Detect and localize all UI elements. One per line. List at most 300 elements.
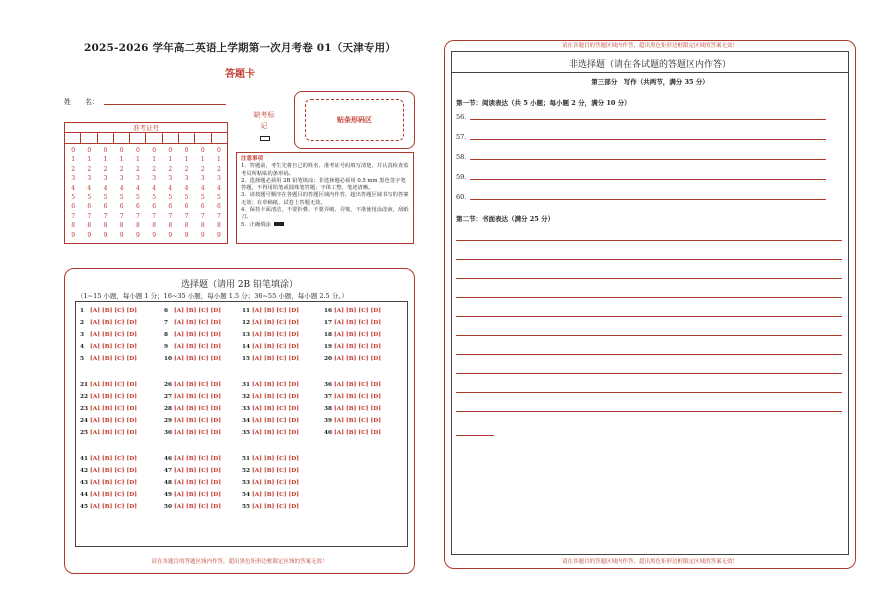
- question-number: 52: [242, 468, 251, 474]
- exam-id-digit[interactable]: 1: [152, 156, 157, 164]
- heading-divider: [452, 72, 848, 73]
- answer-options[interactable]: [A] [B] [C] [D]: [252, 504, 300, 510]
- mc-question[interactable]: [164, 382, 221, 389]
- non-choice-section: [444, 40, 856, 569]
- answer-sheet-subtitle: 答题卡: [225, 69, 255, 80]
- exam-id-digit[interactable]: 9: [152, 231, 157, 239]
- mc-question[interactable]: [242, 394, 299, 401]
- exam-id-digit[interactable]: 0: [87, 147, 92, 154]
- exam-id-digit[interactable]: 8: [152, 222, 157, 230]
- writing-end-line[interactable]: [456, 435, 494, 436]
- writing-line[interactable]: [456, 354, 842, 355]
- question-number: 5: [80, 356, 85, 362]
- exam-id-digit[interactable]: 6: [71, 203, 76, 211]
- exam-id-digit[interactable]: 6: [87, 203, 92, 211]
- exam-id-digit[interactable]: 1: [71, 156, 76, 164]
- mc-question[interactable]: [80, 430, 137, 437]
- question-number: 26: [164, 382, 173, 388]
- question-number: 38: [324, 406, 333, 412]
- question-number: 35: [242, 430, 251, 436]
- name-input-line[interactable]: [104, 104, 226, 105]
- answer-number: 60．: [456, 193, 471, 201]
- mc-question[interactable]: [242, 320, 299, 327]
- answer-options[interactable]: [A] [B] [C] [D]: [334, 406, 382, 412]
- mc-answer-area: [75, 301, 408, 547]
- mc-question[interactable]: [80, 382, 137, 389]
- answer-options[interactable]: [A] [B] [C] [D]: [174, 480, 222, 486]
- exam-id-digit[interactable]: 7: [87, 212, 92, 220]
- answer-number: 58．: [456, 153, 471, 161]
- exam-id-digit[interactable]: 5: [119, 194, 124, 202]
- exam-id-digit[interactable]: 8: [103, 222, 108, 230]
- mc-question[interactable]: [80, 308, 137, 315]
- exam-id-digit[interactable]: 4: [87, 184, 92, 192]
- answer-options[interactable]: [A] [B] [C] [D]: [174, 344, 222, 350]
- exam-id-digit[interactable]: 2: [152, 165, 157, 173]
- exam-id-digit[interactable]: 3: [200, 175, 205, 183]
- mc-question[interactable]: [242, 344, 299, 351]
- exam-id-digit[interactable]: 5: [87, 194, 92, 202]
- writing-line[interactable]: [456, 240, 842, 241]
- exam-id-digit[interactable]: 6: [103, 203, 108, 211]
- answer-options[interactable]: [A] [B] [C] [D]: [252, 406, 300, 412]
- mc-question[interactable]: [242, 382, 299, 389]
- answer-options[interactable]: [A] [B] [C] [D]: [252, 320, 300, 326]
- mc-question[interactable]: [80, 332, 137, 339]
- exam-id-digit[interactable]: 0: [136, 147, 140, 154]
- exam-id-digit[interactable]: 6: [152, 203, 157, 211]
- question-number: 50: [164, 504, 173, 510]
- answer-line[interactable]: [470, 199, 826, 200]
- exam-id-digit[interactable]: 8: [184, 222, 189, 230]
- answer-options[interactable]: [A] [B] [C] [D]: [174, 456, 222, 462]
- question-number: 48: [164, 480, 173, 486]
- exam-id-label: 准考证号: [65, 123, 227, 133]
- question-number: 20: [324, 356, 333, 362]
- answer-options[interactable]: [A] [B] [C] [D]: [252, 456, 300, 462]
- mc-question[interactable]: [80, 406, 137, 413]
- answer-options[interactable]: [A] [B] [C] [D]: [90, 456, 138, 462]
- question-number: 25: [80, 430, 89, 436]
- exam-id-digit[interactable]: 9: [168, 231, 173, 239]
- mc-question[interactable]: [242, 356, 299, 363]
- note-item: 2．选择题必须用 2B 铅笔填涂；非选择题必须用 0.5 mm 黑色签字笔答题，不得用铅笔或圆珠笔答题；字体工整、笔迹清晰。: [241, 177, 406, 192]
- answer-line[interactable]: [470, 179, 826, 180]
- writing-line[interactable]: [456, 278, 842, 279]
- exam-id-digit[interactable]: 9: [103, 231, 108, 239]
- mc-question[interactable]: [164, 456, 221, 463]
- exam-id-column[interactable]: [146, 146, 162, 240]
- question-number: 47: [164, 468, 173, 474]
- writing-line[interactable]: [456, 335, 842, 336]
- exam-id-digit[interactable]: 8: [71, 222, 76, 230]
- mc-question[interactable]: [164, 406, 221, 413]
- exam-id-digit[interactable]: 7: [136, 212, 140, 220]
- section1-title: 第一节：阅读表达（共 5 小题；每小题 2 分，满分 10 分）: [456, 99, 631, 107]
- answer-number: 56．: [456, 113, 471, 121]
- answer-options[interactable]: [A] [B] [C] [D]: [90, 394, 138, 400]
- exam-id-digit[interactable]: 9: [184, 231, 189, 239]
- answer-options[interactable]: [A] [B] [C] [D]: [252, 356, 300, 362]
- answer-options[interactable]: [A] [B] [C] [D]: [334, 356, 382, 362]
- mc-question[interactable]: [164, 418, 221, 425]
- non-choice-heading: 非选择题（请在各试题的答题区内作答）: [568, 60, 731, 70]
- answer-options[interactable]: [A] [B] [C] [D]: [90, 382, 138, 388]
- exam-id-digit[interactable]: 8: [119, 222, 124, 230]
- mc-question[interactable]: [324, 332, 381, 339]
- exam-id-digit[interactable]: 4: [103, 184, 108, 192]
- question-number: 41: [80, 456, 89, 462]
- absent-mark-box[interactable]: [260, 136, 270, 141]
- exam-id-digit[interactable]: 7: [200, 212, 205, 220]
- answer-options[interactable]: [A] [B] [C] [D]: [90, 418, 138, 424]
- answer-options[interactable]: [A] [B] [C] [D]: [252, 308, 300, 314]
- answer-options[interactable]: [A] [B] [C] [D]: [252, 332, 300, 338]
- answer-options[interactable]: [A] [B] [C] [D]: [174, 382, 222, 388]
- mc-question[interactable]: [324, 344, 381, 351]
- exam-id-digit[interactable]: 5: [168, 194, 173, 202]
- exam-id-digit[interactable]: 2: [217, 165, 221, 173]
- answer-options[interactable]: [A] [B] [C] [D]: [252, 430, 300, 436]
- answer-options[interactable]: [A] [B] [C] [D]: [90, 406, 138, 412]
- exam-id-digit[interactable]: 0: [152, 147, 157, 154]
- answer-options[interactable]: [A] [B] [C] [D]: [90, 504, 138, 510]
- exam-id-digit[interactable]: 6: [217, 203, 221, 211]
- answer-line[interactable]: [470, 119, 826, 120]
- question-number: 10: [164, 356, 173, 362]
- answer-options[interactable]: [A] [B] [C] [D]: [90, 468, 138, 474]
- exam-id-digit[interactable]: 3: [217, 175, 221, 183]
- exam-id-digit[interactable]: 1: [168, 156, 173, 164]
- answer-options[interactable]: [A] [B] [C] [D]: [174, 492, 222, 498]
- mc-question[interactable]: [80, 320, 137, 327]
- mc-question[interactable]: [80, 418, 137, 425]
- exam-id-digit[interactable]: 5: [184, 194, 189, 202]
- question-number: 6: [164, 308, 169, 314]
- question-number: 36: [324, 382, 333, 388]
- answer-line[interactable]: [470, 159, 826, 160]
- exam-id-digit[interactable]: 2: [136, 165, 140, 173]
- exam-id-digit[interactable]: 2: [184, 165, 189, 173]
- exam-id-digit[interactable]: 9: [87, 231, 92, 239]
- question-number: 18: [324, 332, 333, 338]
- exam-id-digit[interactable]: 4: [217, 184, 221, 192]
- exam-id-digit[interactable]: 0: [71, 147, 76, 154]
- writing-line[interactable]: [456, 316, 842, 317]
- exam-id-digit[interactable]: 6: [200, 203, 205, 211]
- exam-id-write-boxes[interactable]: [65, 133, 227, 144]
- exam-id-digit[interactable]: 9: [119, 231, 124, 239]
- question-number: 45: [80, 504, 89, 510]
- exam-id-digit[interactable]: 4: [136, 184, 140, 192]
- exam-id-column[interactable]: [114, 146, 130, 240]
- exam-id-digit[interactable]: 5: [71, 194, 76, 202]
- mc-question[interactable]: [164, 480, 221, 487]
- exam-id-digit[interactable]: 4: [119, 184, 124, 192]
- absent-mark-label: 缺考标记: [253, 111, 275, 130]
- mc-question[interactable]: [164, 492, 221, 499]
- exam-id-digit[interactable]: 7: [103, 212, 108, 220]
- exam-id-digit[interactable]: 1: [87, 156, 92, 164]
- question-number: 33: [242, 406, 251, 412]
- answer-options[interactable]: [A] [B] [C] [D]: [90, 320, 138, 326]
- question-number: 22: [80, 394, 89, 400]
- mc-question[interactable]: [324, 394, 381, 401]
- answer-options[interactable]: [A] [B] [C] [D]: [252, 418, 300, 424]
- exam-id-digit[interactable]: 2: [119, 165, 124, 173]
- mc-question[interactable]: [164, 356, 221, 363]
- exam-id-column[interactable]: [97, 146, 113, 240]
- answer-options[interactable]: [A] [B] [C] [D]: [174, 468, 222, 474]
- answer-options[interactable]: [A] [B] [C] [D]: [252, 480, 300, 486]
- writing-line[interactable]: [456, 392, 842, 393]
- note-item-sample: 5．正确填涂: [241, 222, 409, 229]
- mc-question[interactable]: [164, 344, 221, 351]
- exam-id-digit[interactable]: 4: [71, 184, 76, 192]
- mc-question[interactable]: [80, 456, 137, 463]
- mc-question[interactable]: [164, 308, 221, 315]
- question-number: 44: [80, 492, 89, 498]
- answer-options[interactable]: [A] [B] [C] [D]: [90, 492, 138, 498]
- answer-options[interactable]: [A] [B] [C] [D]: [90, 356, 138, 362]
- note-item: 1．答题前，考生先将自己的姓名、准考证号码填写清楚，并认真检查监考员所粘贴的条形码。: [241, 163, 409, 177]
- mc-title: 选择题（请用 2B 铅笔填涂）: [180, 280, 299, 290]
- exam-id-digit[interactable]: 3: [184, 175, 189, 183]
- mc-question[interactable]: [164, 468, 221, 475]
- exam-id-digit[interactable]: 3: [103, 175, 108, 183]
- exam-id-digit[interactable]: 7: [119, 212, 124, 220]
- answer-options[interactable]: [A] [B] [C] [D]: [174, 320, 222, 326]
- exam-id-grid: [64, 122, 228, 244]
- mc-question[interactable]: [242, 492, 299, 499]
- exam-id-digit[interactable]: 9: [217, 231, 221, 239]
- mc-question[interactable]: [324, 320, 381, 327]
- exam-id-digit[interactable]: 9: [200, 231, 205, 239]
- mc-question[interactable]: [242, 480, 299, 487]
- exam-id-column[interactable]: [211, 146, 227, 240]
- exam-id-digit[interactable]: 0: [200, 147, 205, 154]
- exam-id-digit[interactable]: 7: [184, 212, 189, 220]
- exam-id-digit[interactable]: 0: [184, 147, 189, 154]
- exam-id-digit[interactable]: 4: [200, 184, 205, 192]
- exam-id-digit[interactable]: 3: [168, 175, 173, 183]
- answer-options[interactable]: [A] [B] [C] [D]: [334, 430, 382, 436]
- answer-options[interactable]: [A] [B] [C] [D]: [90, 332, 138, 338]
- question-number: 32: [242, 394, 251, 400]
- answer-options[interactable]: [A] [B] [C] [D]: [90, 480, 138, 486]
- exam-id-digit[interactable]: 8: [168, 222, 173, 230]
- question-number: 31: [242, 382, 251, 388]
- mc-question[interactable]: [242, 468, 299, 475]
- question-number: 12: [242, 320, 251, 326]
- answer-options[interactable]: [A] [B] [C] [D]: [334, 344, 382, 350]
- exam-id-digit[interactable]: 3: [119, 175, 124, 183]
- mc-question[interactable]: [242, 430, 299, 437]
- answer-options[interactable]: [A] [B] [C] [D]: [174, 504, 222, 510]
- exam-id-digit[interactable]: 1: [103, 156, 108, 164]
- exam-id-digit[interactable]: 1: [184, 156, 189, 164]
- exam-id-digit[interactable]: 0: [168, 147, 173, 154]
- exam-id-column[interactable]: [178, 146, 194, 240]
- answer-options[interactable]: [A] [B] [C] [D]: [334, 308, 382, 314]
- exam-id-column[interactable]: [162, 146, 178, 240]
- writing-line[interactable]: [456, 259, 842, 260]
- question-number: 3: [80, 332, 85, 338]
- question-number: 9: [164, 344, 169, 350]
- exam-id-digit[interactable]: 6: [168, 203, 173, 211]
- exam-id-digit[interactable]: 3: [71, 175, 76, 183]
- exam-id-digit[interactable]: 7: [71, 212, 76, 220]
- exam-id-digit[interactable]: 5: [152, 194, 157, 202]
- answer-options[interactable]: [A] [B] [C] [D]: [252, 492, 300, 498]
- mc-instructions: （1~15 小题，每小题 1 分；16~35 小题，每小题 1.5 分；36~55 小题，每小题 2.5 分。）: [77, 292, 348, 300]
- exam-id-digit[interactable]: 3: [87, 175, 92, 183]
- answer-options[interactable]: [A] [B] [C] [D]: [174, 430, 222, 436]
- mc-question[interactable]: [324, 406, 381, 413]
- question-number: 19: [324, 344, 333, 350]
- exam-id-column[interactable]: [81, 146, 97, 240]
- writing-line[interactable]: [456, 297, 842, 298]
- mc-question[interactable]: [324, 382, 381, 389]
- answer-options[interactable]: [A] [B] [C] [D]: [334, 382, 382, 388]
- exam-id-digit[interactable]: 5: [103, 194, 108, 202]
- question-number: 16: [324, 308, 333, 314]
- exam-id-digit[interactable]: 2: [71, 165, 76, 173]
- answer-line[interactable]: [470, 139, 826, 140]
- exam-id-digit[interactable]: 5: [136, 194, 140, 202]
- mc-question[interactable]: [80, 356, 137, 363]
- mc-question[interactable]: [324, 356, 381, 363]
- answer-options[interactable]: [A] [B] [C] [D]: [252, 468, 300, 474]
- answer-options[interactable]: [A] [B] [C] [D]: [174, 308, 222, 314]
- question-number: 46: [164, 456, 173, 462]
- exam-id-digit[interactable]: 2: [168, 165, 173, 173]
- exam-id-digit[interactable]: 1: [217, 156, 221, 164]
- mc-question[interactable]: [80, 504, 137, 511]
- mc-question[interactable]: [242, 308, 299, 315]
- exam-id-digit[interactable]: 3: [136, 175, 140, 183]
- answer-options[interactable]: [A] [B] [C] [D]: [90, 430, 138, 436]
- answer-options[interactable]: [A] [B] [C] [D]: [252, 344, 300, 350]
- exam-id-digit[interactable]: 1: [119, 156, 124, 164]
- exam-id-digit[interactable]: 4: [168, 184, 173, 192]
- answer-number: 57．: [456, 133, 471, 141]
- mc-question[interactable]: [242, 504, 299, 511]
- exam-id-digit[interactable]: 7: [168, 212, 173, 220]
- exam-id-digit[interactable]: 9: [136, 231, 140, 239]
- non-choice-answer-area: [451, 51, 849, 555]
- answer-options[interactable]: [A] [B] [C] [D]: [334, 394, 382, 400]
- mc-question[interactable]: [242, 406, 299, 413]
- mc-question[interactable]: [164, 320, 221, 327]
- mc-question[interactable]: [80, 480, 137, 487]
- question-number: 21: [80, 382, 89, 388]
- mc-question[interactable]: [242, 456, 299, 463]
- exam-id-digit[interactable]: 2: [103, 165, 108, 173]
- exam-id-digit[interactable]: 1: [200, 156, 205, 164]
- exam-id-digit[interactable]: 0: [217, 147, 221, 154]
- answer-number: 59．: [456, 173, 471, 181]
- question-number: 53: [242, 480, 251, 486]
- question-number: 43: [80, 480, 89, 486]
- writing-line[interactable]: [456, 373, 842, 374]
- mc-question[interactable]: [80, 492, 137, 499]
- exam-id-digit[interactable]: 3: [152, 175, 157, 183]
- note-item: 3．请按题号顺序在各题目的答题区域内作答，超出答题区域书写的答案无效；在草稿纸、试卷上答题无效。: [241, 192, 409, 206]
- answer-options[interactable]: [A] [B] [C] [D]: [174, 356, 222, 362]
- exam-id-digit[interactable]: 5: [200, 194, 205, 202]
- mc-question[interactable]: [324, 308, 381, 315]
- answer-options[interactable]: [A] [B] [C] [D]: [90, 344, 138, 350]
- question-number: 15: [242, 356, 251, 362]
- answer-options[interactable]: [A] [B] [C] [D]: [174, 332, 222, 338]
- mc-question[interactable]: [80, 468, 137, 475]
- mc-question[interactable]: [242, 332, 299, 339]
- question-number: 4: [80, 344, 85, 350]
- exam-id-digit[interactable]: 8: [87, 222, 92, 230]
- question-number: 30: [164, 430, 173, 436]
- writing-line[interactable]: [456, 411, 842, 412]
- answer-options[interactable]: [A] [B] [C] [D]: [252, 382, 300, 388]
- mc-question[interactable]: [80, 394, 137, 401]
- exam-id-digit-columns[interactable]: [65, 146, 227, 240]
- mc-question[interactable]: [324, 430, 381, 437]
- exam-id-digit[interactable]: 6: [136, 203, 140, 211]
- exam-id-digit[interactable]: 1: [136, 156, 140, 164]
- exam-id-digit[interactable]: 5: [217, 194, 221, 202]
- answer-options[interactable]: [A] [B] [C] [D]: [334, 418, 382, 424]
- exam-id-column[interactable]: [130, 146, 146, 240]
- answer-options[interactable]: [A] [B] [C] [D]: [174, 418, 222, 424]
- mc-question[interactable]: [164, 394, 221, 401]
- page-title: 2025-2026 学年高二英语上学期第一次月考卷 01（天津专用）: [83, 42, 397, 54]
- answer-options[interactable]: [A] [B] [C] [D]: [334, 320, 382, 326]
- exam-id-digit[interactable]: 9: [71, 231, 76, 239]
- exam-id-digit[interactable]: 2: [87, 165, 92, 173]
- question-number: 51: [242, 456, 251, 462]
- mc-question[interactable]: [242, 418, 299, 425]
- exam-id-digit[interactable]: 6: [184, 203, 189, 211]
- answer-options[interactable]: [A] [B] [C] [D]: [90, 308, 138, 314]
- exam-id-column[interactable]: [195, 146, 211, 240]
- question-number: 39: [324, 418, 333, 424]
- exam-id-digit[interactable]: 4: [152, 184, 157, 192]
- exam-id-column[interactable]: [65, 146, 81, 240]
- answer-options[interactable]: [A] [B] [C] [D]: [174, 394, 222, 400]
- exam-id-digit[interactable]: 7: [217, 212, 221, 220]
- exam-id-digit[interactable]: 8: [217, 222, 221, 230]
- question-number: 14: [242, 344, 251, 350]
- answer-options[interactable]: [A] [B] [C] [D]: [174, 406, 222, 412]
- exam-id-digit[interactable]: 4: [184, 184, 189, 192]
- exam-id-digit[interactable]: 7: [152, 212, 157, 220]
- exam-id-digit[interactable]: 0: [103, 147, 108, 154]
- exam-id-digit[interactable]: 8: [200, 222, 205, 230]
- mc-question[interactable]: [80, 344, 137, 351]
- mc-question[interactable]: [164, 430, 221, 437]
- exam-id-digit[interactable]: 6: [119, 203, 124, 211]
- answer-options[interactable]: [A] [B] [C] [D]: [252, 394, 300, 400]
- exam-id-digit[interactable]: 0: [119, 147, 124, 154]
- mc-question[interactable]: [164, 332, 221, 339]
- mc-question[interactable]: [324, 418, 381, 425]
- exam-id-digit[interactable]: 8: [136, 222, 140, 230]
- mc-question[interactable]: [164, 504, 221, 511]
- answer-options[interactable]: [A] [B] [C] [D]: [334, 332, 382, 338]
- barcode-label: 贴条形码区: [305, 99, 404, 141]
- exam-id-digit[interactable]: 2: [200, 165, 205, 173]
- notes-box: [236, 152, 414, 244]
